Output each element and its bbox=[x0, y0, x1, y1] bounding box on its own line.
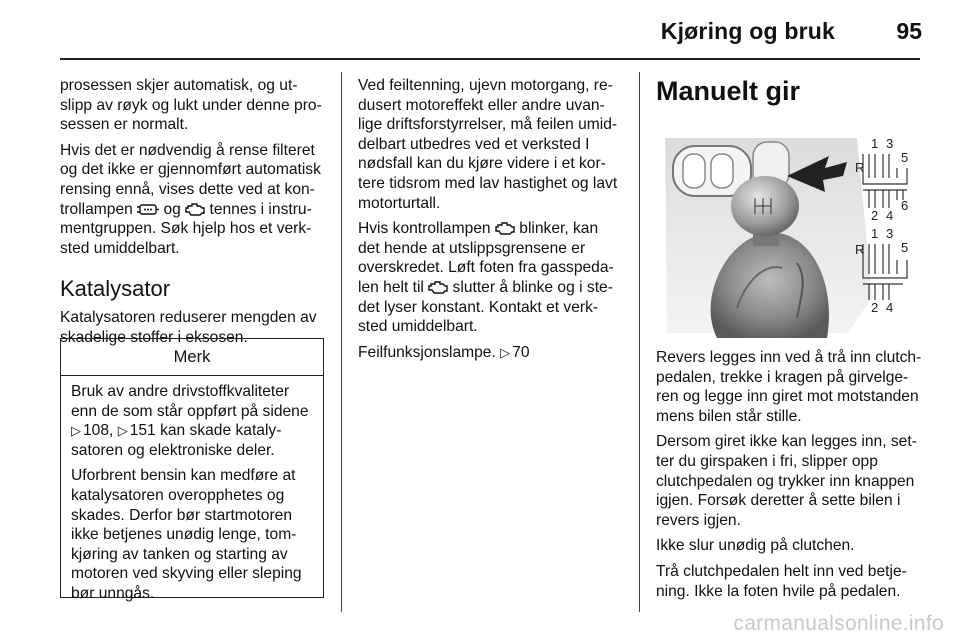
page-header bbox=[0, 0, 960, 60]
engine-check-icon bbox=[185, 202, 205, 217]
chapter-title: Kjøring og bruk bbox=[660, 18, 835, 44]
console-drawing bbox=[665, 138, 872, 338]
svg-text:4: 4 bbox=[886, 208, 894, 223]
svg-text:2: 2 bbox=[871, 208, 879, 223]
engine-check-icon bbox=[495, 221, 515, 236]
page-ref-link[interactable]: 151 bbox=[129, 422, 156, 440]
page-ref-link[interactable]: 70 bbox=[512, 343, 530, 361]
paragraph: Trå clutchpedalen helt inn ved betje-ning. Ikke la foten hvile på pedalen. bbox=[656, 562, 907, 600]
column-3-body bbox=[656, 348, 926, 607]
page-ref-arrow-icon: ▷ bbox=[71, 423, 81, 439]
note-paragraph: Uforbrent bensin kan medføre at katalysatoren overopphetes og skades. Derfor bør startmotoren ikke betjenes unødig lenge, tom-kjøring av tanken og starting av motoren ved skyving eller sleping bør unngås. bbox=[71, 467, 302, 602]
paragraph: Revers legges inn ved å trå inn clutch-pedalen, trekke i kragen på girvelge-ren og legge inn giret mot motstanden mens bilen står stille. bbox=[656, 349, 922, 425]
svg-text:2: 2 bbox=[871, 300, 879, 315]
svg-text:3: 3 bbox=[886, 136, 894, 151]
paragraph: Hvis kontrollampen blinker, kan det hende at utslippsgrensene er overskredet. Løft foten fra gasspeda-len helt til slutter å blinke og i ste-det lyser konstant. Kontakt et verk-sted umiddelbart. bbox=[358, 220, 614, 336]
column-divider bbox=[341, 72, 342, 612]
paragraph: prosessen skjer automatisk, og ut-slipp av røyk og lukt under denne pro-sessen er normalt. bbox=[60, 77, 322, 134]
note-body bbox=[61, 376, 323, 604]
gear-shift-illustration bbox=[657, 128, 923, 340]
diesel-particle-filter-icon bbox=[137, 202, 159, 217]
svg-text:R: R bbox=[855, 242, 865, 257]
column-2 bbox=[358, 76, 624, 368]
page-ref-link[interactable]: 108 bbox=[83, 422, 110, 440]
engine-check-icon bbox=[428, 280, 448, 295]
column-1 bbox=[60, 76, 326, 354]
section-title-manuelt-gir: Manuelt gir bbox=[656, 76, 801, 106]
section-title-katalysator: Katalysator bbox=[60, 276, 171, 302]
note-heading: Merk bbox=[61, 339, 323, 376]
paragraph: Feilfunksjonslampe. ▷ 70 bbox=[358, 343, 530, 361]
page-number: 95 bbox=[896, 18, 922, 44]
paragraph: Hvis det er nødvendig å rense filteret og det ikke er gjennomført automatisk rensing ennå, vises dette ved at kon-trollampen og tennes i instru-mentgruppen. Søk hjelp hos et verk-sted umiddelbart. bbox=[60, 141, 321, 257]
paragraph: Ikke slur unødig på clutchen. bbox=[656, 537, 855, 555]
page-ref-arrow-icon: ▷ bbox=[117, 423, 128, 439]
page-ref-arrow-icon: ▷ bbox=[500, 344, 511, 360]
paragraph: Katalysatoren reduserer mengden av skadelige stoffer i eksosen. bbox=[60, 309, 317, 346]
svg-text:1: 1 bbox=[871, 226, 879, 241]
svg-text:R: R bbox=[855, 160, 865, 175]
note-box bbox=[60, 338, 324, 602]
svg-text:4: 4 bbox=[886, 300, 894, 315]
svg-text:3: 3 bbox=[886, 226, 894, 241]
paragraph: Dersom giret ikke kan legges inn, set-ter du girspaken i fri, slipper opp clutchpedalen og trykker inn knappen igjen. Forsøk deretter å sette bilen i revers igjen. bbox=[656, 433, 917, 529]
paragraph: Ved feiltenning, ujevn motorgang, re-dusert motoreffekt eller andre uvan-lige driftsforstyrrelser, må feilen umid-delbart utbedres ved et verksted I nødsfall kan du kjøre videre i et kor-tere tidsrom med lav hastighet og lavt motorturtall. bbox=[358, 77, 618, 212]
svg-text:1: 1 bbox=[871, 136, 879, 151]
svg-text:5: 5 bbox=[901, 240, 909, 255]
column-3 bbox=[656, 76, 922, 106]
note-paragraph: Bruk av andre drivstoffkvaliteter enn de som står oppført på sidene ▷ 108, ▷ 151 kan skade kataly-satoren og elektroniske deler. bbox=[71, 383, 309, 459]
header-rule bbox=[60, 58, 920, 60]
watermark: carmanualsonline.info bbox=[733, 612, 944, 635]
svg-text:6: 6 bbox=[901, 198, 909, 213]
svg-text:5: 5 bbox=[901, 150, 909, 165]
column-divider bbox=[639, 72, 640, 612]
